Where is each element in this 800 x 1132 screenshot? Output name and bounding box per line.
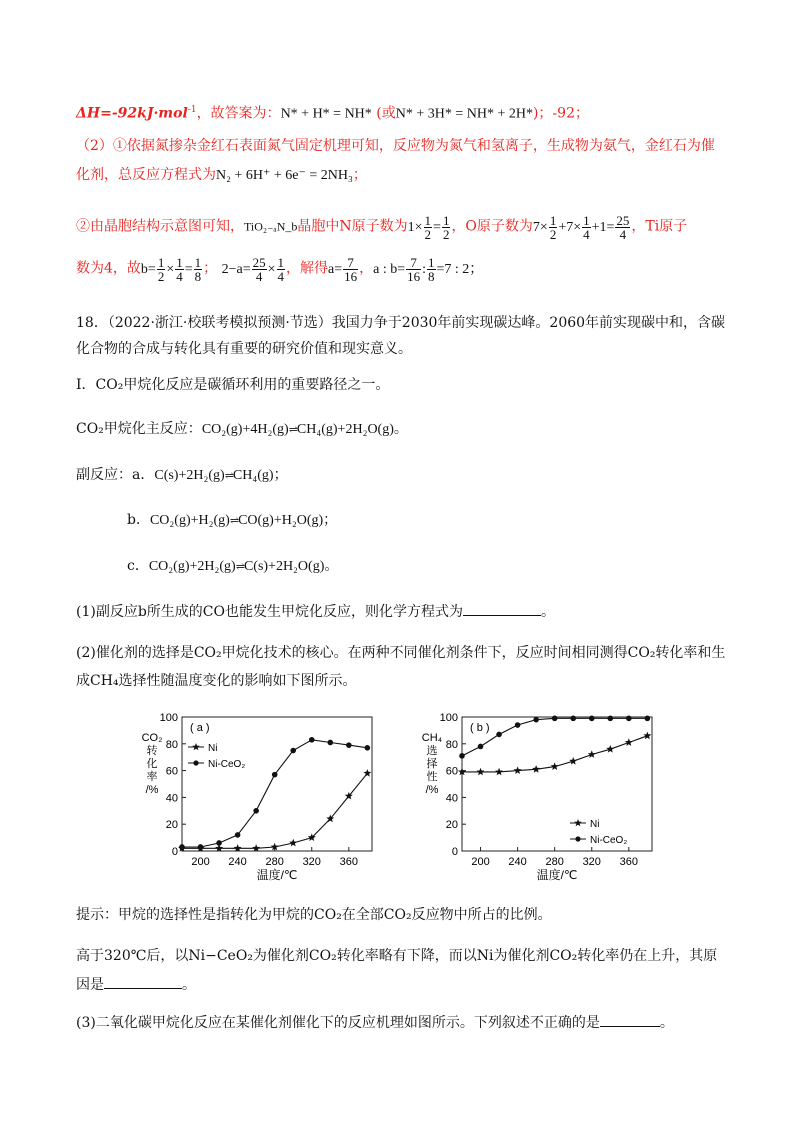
series-line-ni-ceo2 xyxy=(462,718,647,756)
data-point-ni-ceo2 xyxy=(272,772,278,778)
section-1-heading: Ⅰ．CO₂甲烷化反应是碳循环利用的重要路径之一。 xyxy=(76,377,390,393)
y-axis-label: 选 xyxy=(426,745,438,757)
data-point-ni xyxy=(532,765,540,773)
x-tick-label: 280 xyxy=(265,856,284,868)
q18-intro-line1: 18．（2022·浙江·校联考模拟预测·节选）我国力争于2030年前实现碳达峰。2060年前实现碳中和，含碳 xyxy=(76,315,726,331)
question-2-line1: (2)催化剂的选择是CO₂甲烷化技术的核心。在两种不同催化剂条件下，反应时间相同测得CO₂转化率和生 xyxy=(76,645,726,661)
panel-label: ( a ) xyxy=(190,722,210,734)
x-axis-label: 温度/℃ xyxy=(256,868,298,882)
data-point-ni xyxy=(289,839,297,847)
delta-h-value: ΔH=-92kJ·mol xyxy=(76,105,188,122)
fraction-half: $\frac{1}{2}$ xyxy=(424,213,432,242)
data-point-ni xyxy=(606,745,614,753)
data-point-ni-ceo2 xyxy=(198,844,204,850)
x-tick-label: 200 xyxy=(471,856,490,868)
y-tick-label: 0 xyxy=(171,846,178,858)
answer-p3-line: ②由晶胞结构示意图可知，TiO₂₋ₐN_b晶胞中N原子数为1× $\frac{1}{2}$ = $\frac{1}{2}$ ，O原子数为7× $\frac{1}{2}$ +7× $\frac{1}{4}$ +1= $\frac{25}{4}$ ，Ti原子 xyxy=(76,213,688,242)
plot-frame xyxy=(462,717,652,851)
side-reaction-a: 副反应：a．C(s)+2H₂(g)⇌CH₄(g)； xyxy=(76,467,288,483)
equation-nitrogen-fixation: N₂ + 6H⁺ + 6e⁻ = 2NH₃ xyxy=(216,168,353,183)
legend-marker-circle xyxy=(575,836,580,841)
y-axis-label: 择 xyxy=(426,758,438,770)
y-tick-label: 0 xyxy=(451,846,458,858)
data-point-ni xyxy=(495,768,503,776)
chart-b-ch4-selectivity xyxy=(420,705,660,895)
fraction-eighth: $\frac{1}{8}$ xyxy=(194,255,202,284)
data-point-ni-ceo2 xyxy=(235,832,241,838)
question-1: (1)副反应b所生成的CO也能发生甲烷化反应，则化学方程式为 。 xyxy=(76,604,555,620)
x-tick-label: 280 xyxy=(545,856,564,868)
data-point-ni xyxy=(477,768,485,776)
y-axis-label: 化 xyxy=(146,758,158,770)
data-point-ni xyxy=(363,769,371,777)
y-tick-label: 100 xyxy=(159,712,178,724)
side-reaction-b: b．CO₂(g)+H₂(g)⇌CO(g)+H₂O(g)； xyxy=(127,512,338,528)
legend-label: Ni-CeO₂ xyxy=(590,835,628,846)
question-2-line2: 成CH₄选择性随温度变化的影响如下图所示。 xyxy=(76,673,357,689)
y-tick-label: 80 xyxy=(445,738,458,751)
data-point-ni xyxy=(588,750,596,758)
y-axis-label: CH₄ xyxy=(421,732,443,744)
answer-p2-line2: 化剂，总反应方程式为N₂ + 6H⁺ + 6e⁻ = 2NH₃； xyxy=(76,167,367,183)
data-point-ni-ceo2 xyxy=(327,740,333,746)
y-tick-label: 80 xyxy=(165,738,178,751)
legend-marker-star xyxy=(192,743,200,750)
reason-line1: 高于320℃后，以Ni−CeO₂为催化剂CO₂转化率略有下降，而以Ni为催化剂CO₂转化率仍在上升，其原 xyxy=(76,948,718,964)
answer-blank-1[interactable] xyxy=(463,603,541,616)
fraction-7-16: $\frac{7}{16}$ xyxy=(344,255,358,284)
fraction-half: $\frac{1}{2}$ xyxy=(442,213,450,242)
answer-blank-3[interactable] xyxy=(600,1014,660,1027)
equation-alternative: N* + 3H* = NH* + 2H* xyxy=(395,106,533,122)
data-point-ni-ceo2 xyxy=(607,716,613,722)
equilibrium-arrow-icon: ⇌ xyxy=(229,514,239,527)
x-tick-label: 240 xyxy=(228,856,247,868)
data-point-ni-ceo2 xyxy=(626,716,632,722)
legend-marker-star xyxy=(574,819,582,826)
x-tick-label: 360 xyxy=(339,856,359,868)
equilibrium-arrow-icon: ⇌ xyxy=(224,469,233,482)
fraction-25-4: $\frac{25}{4}$ xyxy=(616,213,630,242)
data-point-ni xyxy=(514,766,522,774)
y-axis-label: 性 xyxy=(426,771,438,783)
y-axis-label: 转 xyxy=(146,745,158,757)
y-tick-label: 60 xyxy=(165,765,178,778)
equation-nh-formation: N* + H* = NH* xyxy=(280,106,372,122)
x-tick-label: 200 xyxy=(191,856,210,868)
answer-dh-line: ΔH=-92kJ·mol$^{-1}$，故答案为：N* + H* = NH* (或N* + 3H* = NH* + 2H*)；-92； xyxy=(76,105,589,122)
answer-p4-line: 数为4，故b= $\frac{1}{2}$ × $\frac{1}{4}$ = $\frac{1}{8}$ ； 2−a= $\frac{25}{4}$ × $\frac{1}{4}$ ，解得a= $\frac{7}{16}$ ，a : b= $\frac{7}{16}$ : $\frac{1}{8}$ =7 : 2； xyxy=(76,255,484,284)
data-point-ni xyxy=(643,732,651,740)
data-point-ni-ceo2 xyxy=(216,840,222,846)
series-line-ni-ceo2 xyxy=(182,740,367,847)
data-point-ni-ceo2 xyxy=(346,742,352,748)
legend-label: Ni-CeO₂ xyxy=(208,759,246,770)
x-tick-label: 320 xyxy=(302,856,321,868)
data-point-ni-ceo2 xyxy=(533,717,539,723)
data-point-ni-ceo2 xyxy=(552,716,558,722)
plot-frame xyxy=(182,717,372,851)
chart-a-co2-conversion xyxy=(140,705,380,895)
side-reaction-c: c．CO₂(g)+2H₂(g)⇌C(s)+2H₂O(g)。 xyxy=(127,558,339,574)
equilibrium-arrow-icon: ⇌ xyxy=(288,423,297,436)
data-point-ni-ceo2 xyxy=(478,744,484,750)
y-tick-label: 100 xyxy=(439,712,458,724)
data-point-ni-ceo2 xyxy=(253,808,259,814)
legend-label: Ni xyxy=(590,819,600,830)
data-point-ni-ceo2 xyxy=(309,737,315,743)
y-tick-label: 20 xyxy=(165,819,178,832)
answer-blank-2[interactable] xyxy=(104,976,182,989)
data-point-ni-ceo2 xyxy=(570,716,576,722)
y-tick-label: 60 xyxy=(445,765,458,778)
hint-text: 提示：甲烷的选择性是指转化为甲烷的CO₂在全部CO₂反应物中所占的比例。 xyxy=(76,907,552,923)
y-tick-label: 40 xyxy=(165,792,178,805)
q18-intro-line2: 化合物的合成与转化具有重要的研究价值和现实意义。 xyxy=(76,341,412,357)
equilibrium-arrow-icon: ⇌ xyxy=(235,560,244,573)
y-axis-label: /% xyxy=(425,784,439,796)
x-tick-label: 320 xyxy=(582,856,601,868)
y-axis-label: /% xyxy=(145,784,159,796)
data-point-ni-ceo2 xyxy=(290,748,296,754)
data-point-ni xyxy=(625,738,633,746)
data-point-ni xyxy=(551,762,559,770)
y-tick-label: 40 xyxy=(445,792,458,805)
data-point-ni-ceo2 xyxy=(496,732,502,738)
y-tick-label: 20 xyxy=(445,819,458,832)
y-axis-label: CO₂ xyxy=(141,732,163,744)
data-point-ni-ceo2 xyxy=(589,716,595,722)
answer-p2-line1: （2）①依据氮掺杂金红石表面氮气固定机理可知，反应物为氮气和氢离子，生成物为氨气，金红石为催 xyxy=(76,138,715,154)
question-3: (3)二氧化碳甲烷化反应在某催化剂催化下的反应机理如图所示。下列叙述不正确的是 。 xyxy=(76,1015,674,1031)
data-point-ni-ceo2 xyxy=(515,722,521,728)
legend-label: Ni xyxy=(208,743,218,754)
x-axis-label: 温度/℃ xyxy=(536,868,578,882)
legend-marker-circle xyxy=(193,760,198,765)
data-point-ni-ceo2 xyxy=(365,745,371,751)
main-reaction: CO₂甲烷化主反应：CO₂(g)+4H₂(g)⇌CH₄(g)+2H₂O(g)。 xyxy=(76,421,408,437)
panel-label: ( b ) xyxy=(470,722,490,734)
formula-tio2-ab: TiO₂₋ₐN_b xyxy=(244,219,298,234)
data-point-ni-ceo2 xyxy=(645,716,651,722)
x-tick-label: 240 xyxy=(508,856,527,868)
x-tick-label: 360 xyxy=(619,856,639,868)
series-line-ni xyxy=(182,773,367,848)
data-point-ni xyxy=(569,757,577,765)
data-point-ni-ceo2 xyxy=(459,753,465,759)
reason-line2: 因是 。 xyxy=(76,977,196,993)
y-axis-label: 率 xyxy=(146,771,158,783)
data-point-ni-ceo2 xyxy=(179,844,185,850)
